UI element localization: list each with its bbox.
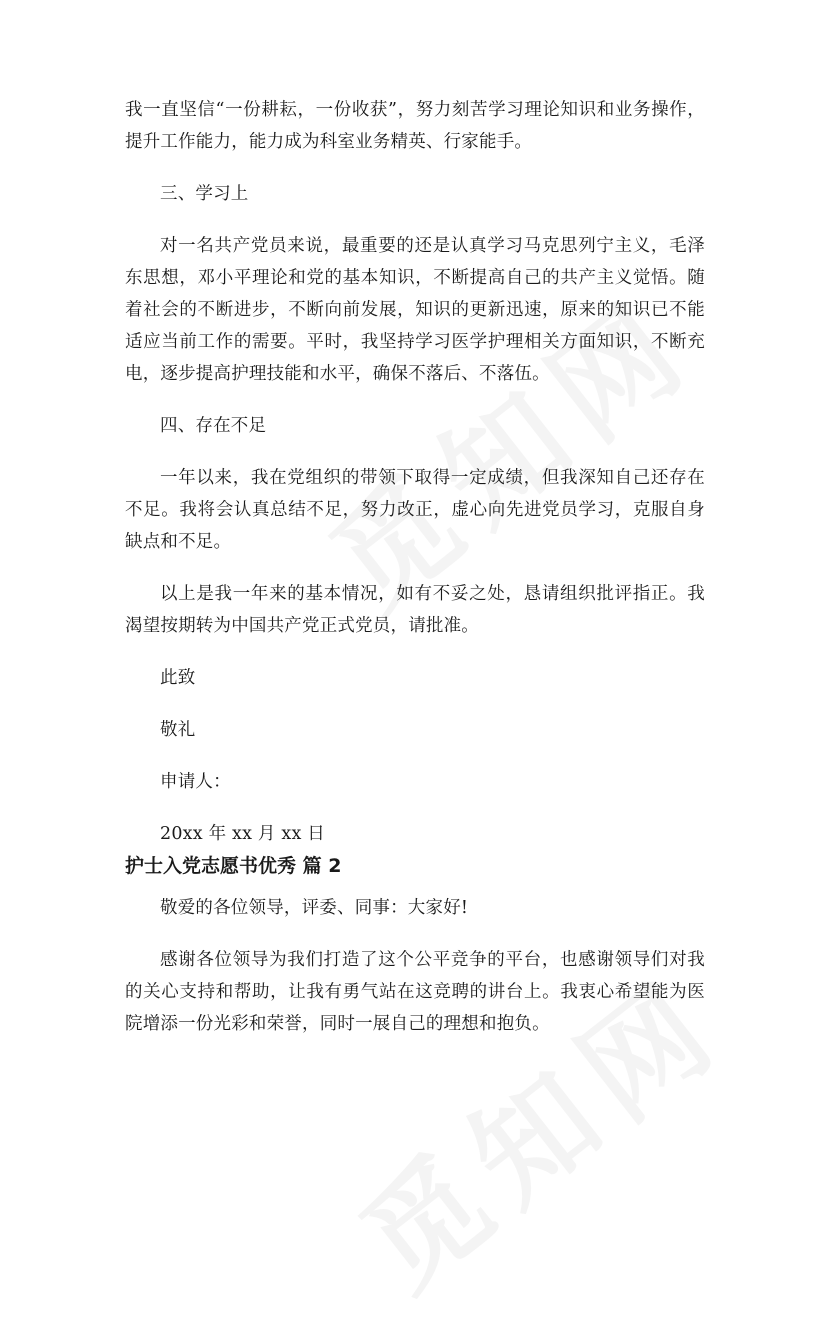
document-body bbox=[125, 94, 705, 1040]
paragraph: 我一直坚信“一份耕耘，一份收获”，努力刻苦学习理论知识和业务操作，提升工作能力，能力成为科室业务精英、行家能手。 bbox=[125, 100, 705, 152]
article-title: 护士入党志愿书优秀 篇 2 bbox=[125, 855, 342, 877]
section-heading: 三、学习上 bbox=[160, 184, 249, 204]
applicant-label: 申请人： bbox=[160, 772, 231, 792]
date-line: 20xx 年 xx 月 xx 日 bbox=[160, 824, 325, 844]
paragraph: 对一名共产党员来说，最重要的还是认真学习马克思列宁主义，毛泽东思想，邓小平理论和党的基本知识，不断提高自己的共产主义觉悟。随着社会的不断进步，不断向前发展，知识的更新迅速，原来的知识已不能适应当前工作的需要。平时，我坚持学习医学护理相关方面知识，不断充电，逐步提高护理技能和水平，确保不落后、不落伍。 bbox=[125, 236, 705, 384]
closing-salutation: 此致 bbox=[160, 668, 196, 688]
paragraph: 感谢各位领导为我们打造了这个公平竞争的平台，也感谢领导们对我的关心支持和帮助，让我有勇气站在这竞聘的讲台上。我衷心希望能为医院增添一份光彩和荣誉，同时一展自己的理想和抱负。 bbox=[125, 950, 705, 1034]
closing-regards: 敬礼 bbox=[160, 720, 196, 740]
paragraph: 一年以来，我在党组织的带领下取得一定成绩，但我深知自己还存在不足。我将会认真总结不足，努力改正，虚心向先进党员学习，克服自身缺点和不足。 bbox=[125, 468, 705, 552]
section-heading: 四、存在不足 bbox=[160, 416, 267, 436]
paragraph: 以上是我一年来的基本情况，如有不妥之处，恳请组织批评指正。我渴望按期转为中国共产党正式党员，请批准。 bbox=[125, 584, 705, 636]
greeting: 敬爱的各位领导，评委、同事：大家好! bbox=[160, 898, 469, 918]
